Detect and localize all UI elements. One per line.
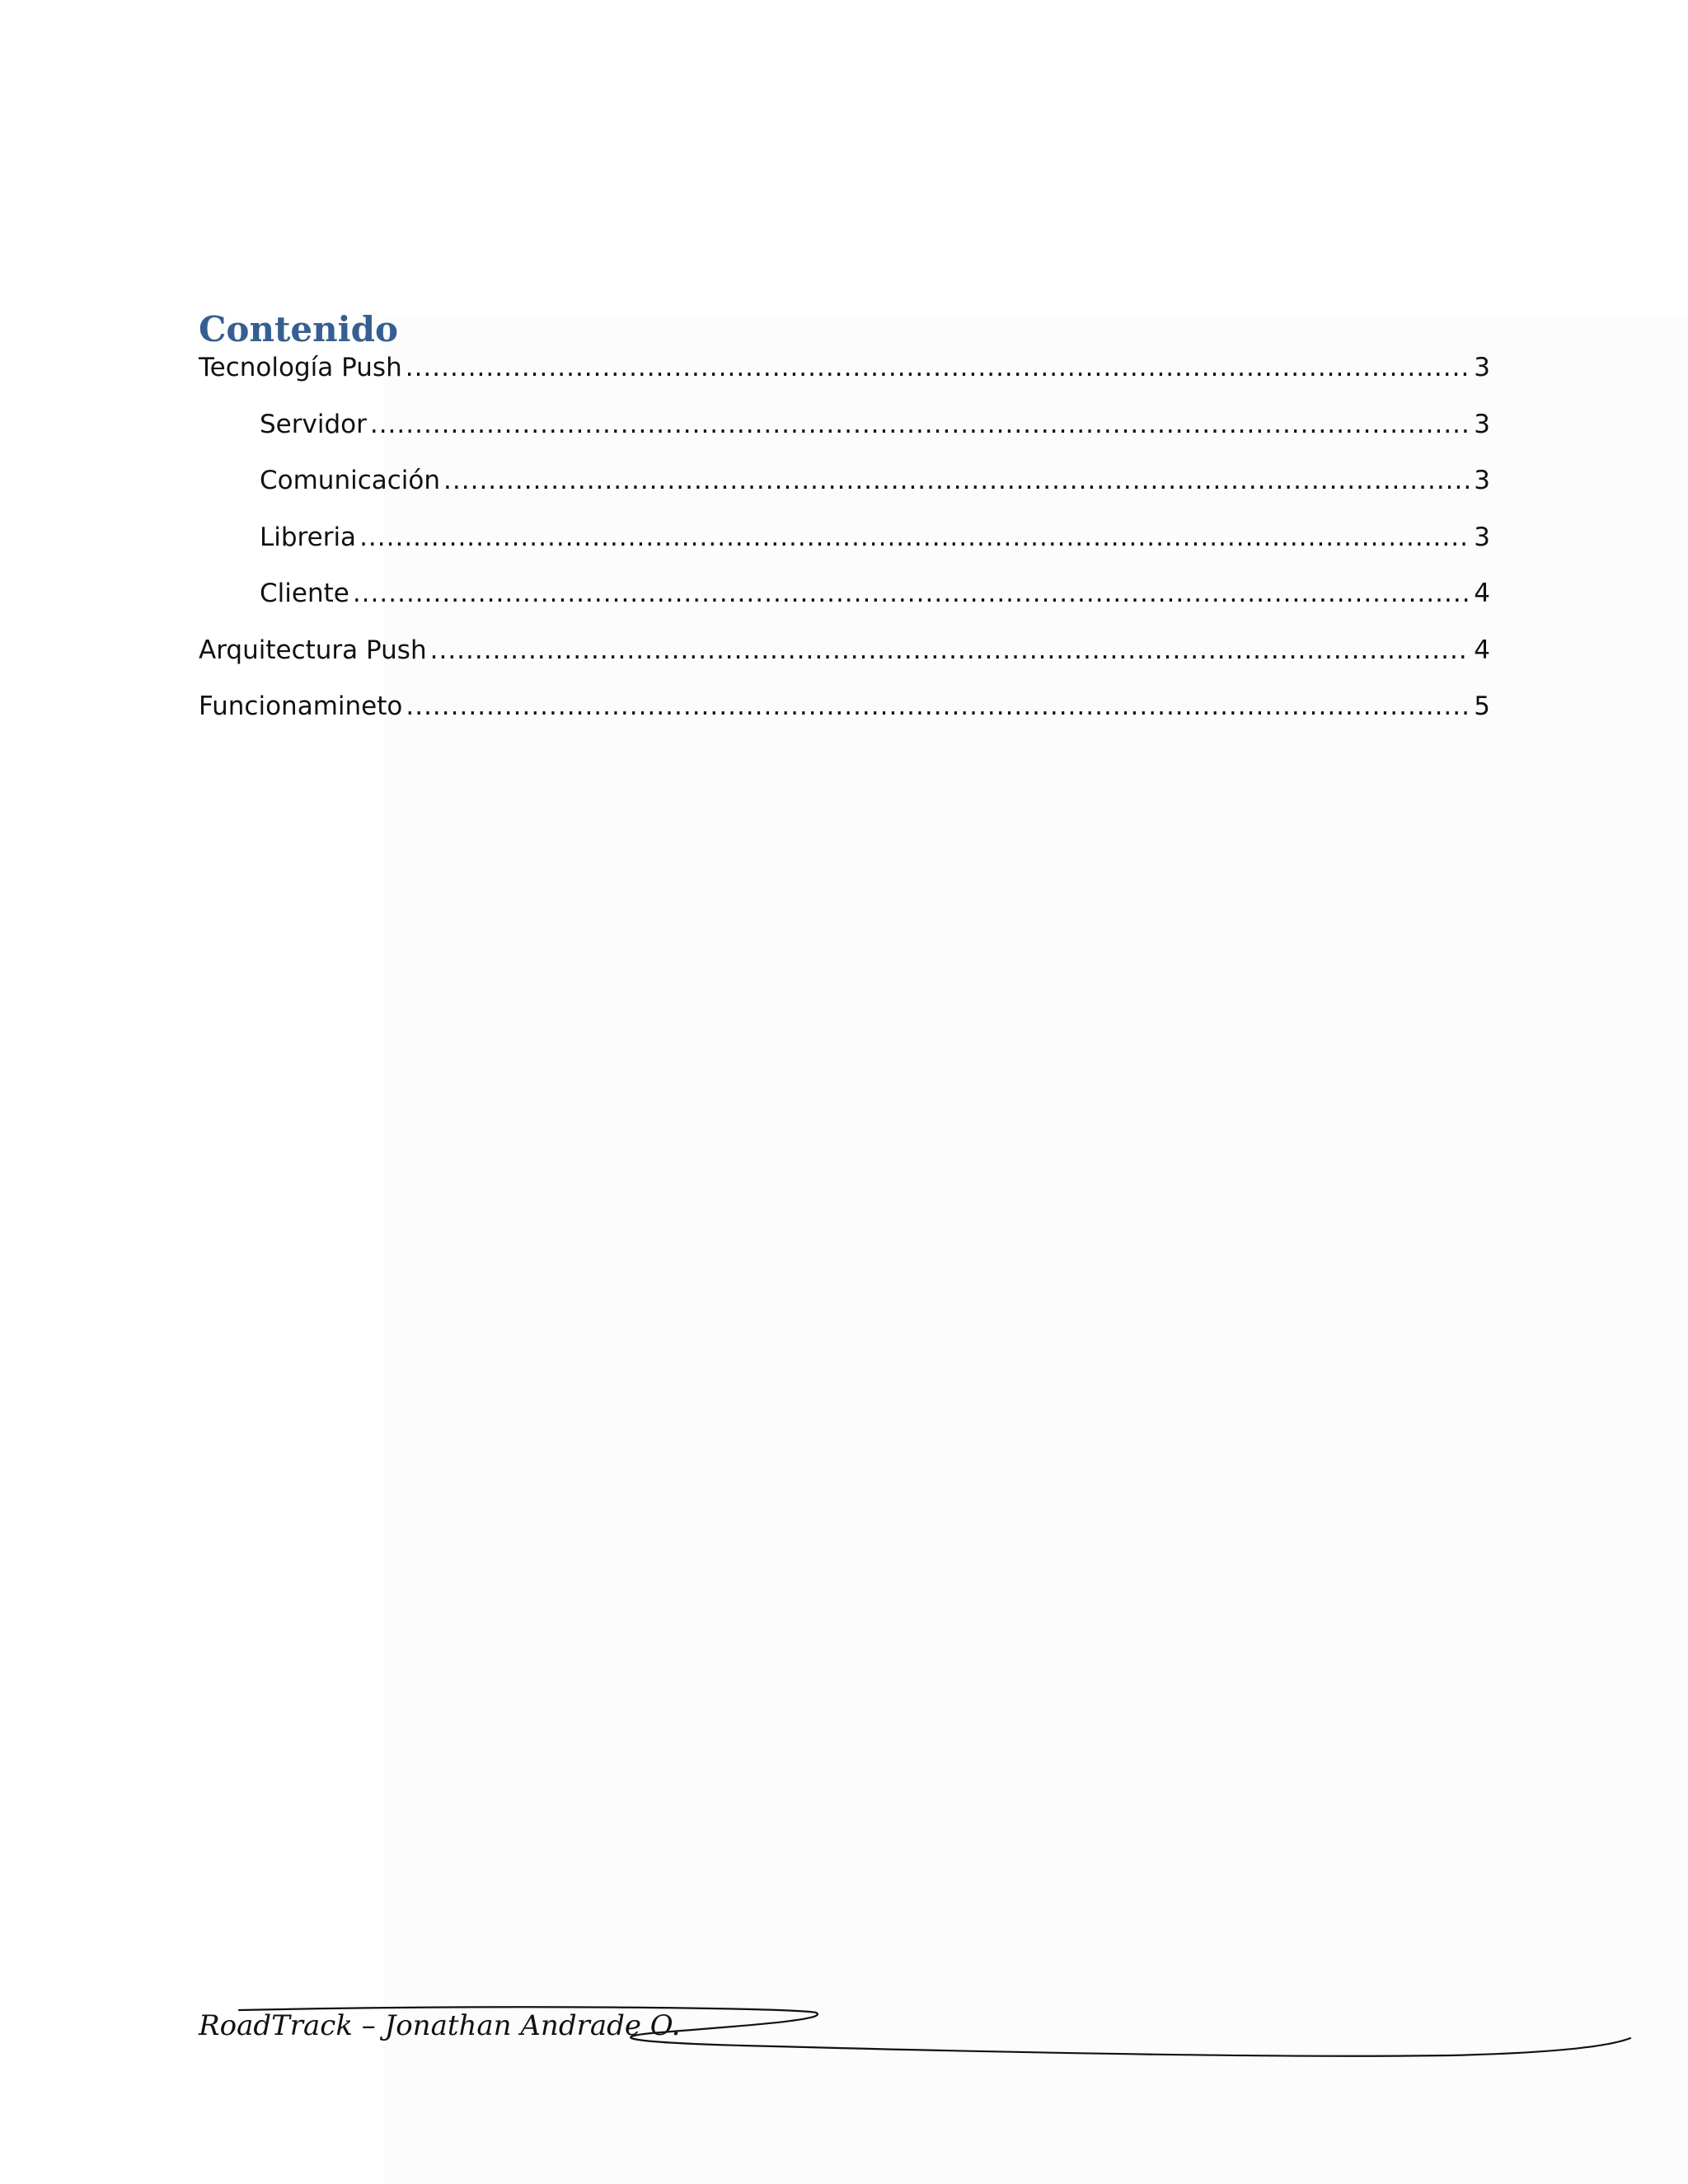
toc-page-number: 4: [1474, 635, 1490, 665]
toc-entry-label: Libreria: [260, 522, 357, 552]
toc-entry-label: Comunicación: [260, 466, 441, 495]
toc-dot-leader: [353, 577, 1470, 610]
toc-title: Contenido: [199, 309, 398, 349]
toc-entry-label: Cliente: [260, 579, 349, 608]
toc-entry-tecnologia-push[interactable]: [199, 351, 1490, 408]
toc-page-number: 3: [1474, 353, 1490, 382]
toc-page-number: 3: [1474, 466, 1490, 495]
toc-entry-comunicacion[interactable]: [199, 464, 1490, 521]
toc-entry-label: Arquitectura Push: [199, 635, 427, 665]
toc-page-number: 4: [1474, 579, 1490, 608]
toc-page-number: 5: [1474, 691, 1490, 721]
toc-entry-label: Servidor: [260, 409, 367, 439]
toc-dot-leader: [443, 464, 1470, 497]
toc-entry-funcionamineto[interactable]: [199, 690, 1490, 747]
table-of-contents: [199, 305, 1490, 747]
toc-dot-leader: [370, 408, 1470, 441]
toc-entry-arquitectura-push[interactable]: [199, 634, 1490, 691]
toc-entry-label: Tecnología Push: [199, 353, 402, 382]
page-footer: [0, 1994, 1688, 2093]
toc-entry-libreria[interactable]: [199, 521, 1490, 578]
toc-page-number: 3: [1474, 409, 1490, 439]
toc-page-number: 3: [1474, 522, 1490, 552]
toc-entry-servidor[interactable]: [199, 408, 1490, 465]
toc-dot-leader: [359, 521, 1470, 554]
toc-entry-cliente[interactable]: [199, 577, 1490, 634]
toc-dot-leader: [430, 634, 1471, 667]
toc-dot-leader: [406, 690, 1470, 723]
toc-dot-leader: [406, 351, 1471, 384]
footer-signature: RoadTrack – Jonathan Andrade O.: [199, 2009, 681, 2042]
toc-entry-label: Funcionamineto: [199, 691, 403, 721]
